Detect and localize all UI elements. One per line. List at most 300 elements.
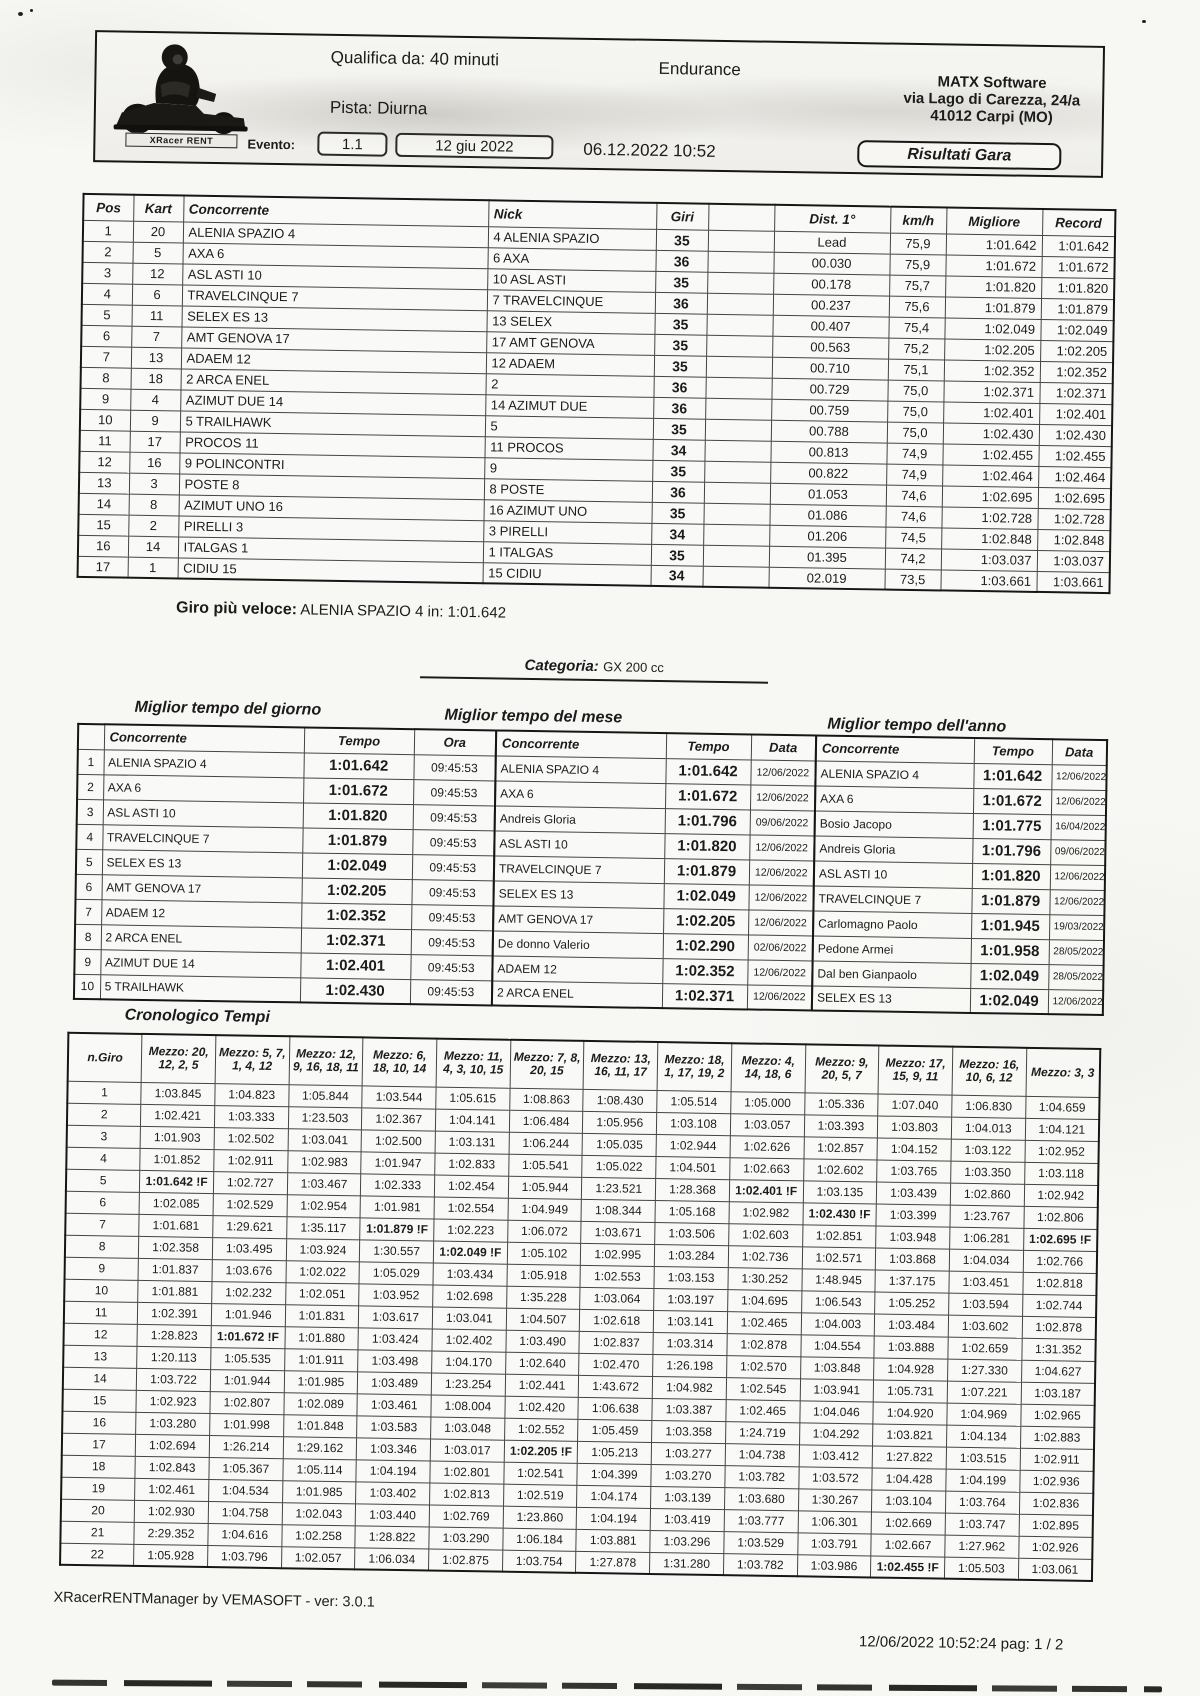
table-cell: 1:20.113 — [137, 1346, 211, 1369]
table-cell: AMT GENOVA 17 — [181, 326, 486, 352]
table-cell: 1:03.419 — [650, 1508, 724, 1531]
table-cell: 17 — [62, 1433, 136, 1456]
table-cell: 1:02.223 — [434, 1219, 508, 1242]
table-cell: 1:03.280 — [136, 1412, 210, 1435]
footer-page-info: 12/06/2022 10:52:24 pag: 1 / 2 — [858, 1633, 1064, 1654]
table-cell: 00.822 — [770, 462, 886, 485]
table-cell: 7 — [81, 346, 131, 368]
table-cell: 35 — [655, 271, 707, 293]
scan-speck — [1142, 20, 1146, 23]
table-cell: 1:05.035 — [582, 1133, 656, 1156]
table-cell: ADAEM 12 — [101, 899, 301, 927]
category-label: Categoria: — [524, 656, 599, 676]
table-cell: 1:35.117 — [286, 1216, 360, 1239]
table-cell: 1:04.034 — [949, 1249, 1023, 1272]
table-cell: POSTE 8 — [179, 473, 484, 499]
table-cell: 1:01.879 !F — [360, 1217, 434, 1240]
table-cell: 1:29.162 — [283, 1436, 357, 1459]
table-cell: ASL ASTI 10 — [182, 263, 487, 289]
table-cell: 20 — [61, 1499, 135, 1522]
table-cell: 11 — [64, 1301, 138, 1324]
table-cell: 1:03.796 — [207, 1545, 281, 1568]
table-cell: AMT GENOVA 17 — [493, 905, 663, 933]
table-cell: 01.086 — [769, 504, 885, 527]
table-cell: 12/06/2022 — [1049, 889, 1104, 915]
table-cell: 1:02.089 — [284, 1392, 358, 1415]
table-cell: 1:02.455 — [942, 443, 1038, 466]
table-cell: 1:02.806 — [1024, 1206, 1098, 1229]
column-header: Tempo — [974, 738, 1052, 764]
table-cell: 1:02.659 — [948, 1337, 1022, 1360]
table-cell: 1:02.818 — [1023, 1272, 1097, 1295]
table-cell: 34 — [652, 439, 704, 461]
table-cell: 1:01.848 — [283, 1414, 357, 1437]
table-cell: 1:02.205 — [944, 338, 1040, 361]
table-cell: 1:02.421 — [141, 1104, 215, 1127]
table-cell: 1:02.352 — [1040, 361, 1113, 383]
event-label: Evento: — [247, 136, 296, 153]
table-cell: 7 TRAVELCINQUE — [487, 289, 655, 313]
table-cell — [708, 230, 774, 252]
table-cell: 3 — [77, 799, 103, 824]
table-cell: 1:03.141 — [653, 1310, 727, 1333]
table-cell: 1:06.543 — [801, 1290, 875, 1313]
table-cell: 4 ALENIA SPAZIO — [488, 226, 656, 250]
table-cell: 1:02.371 — [301, 927, 411, 954]
column-header: n.Giro — [68, 1033, 142, 1082]
table-cell: 1:05.336 — [804, 1092, 878, 1115]
table-cell: 1:04.292 — [799, 1422, 873, 1445]
table-cell: 35 — [653, 418, 705, 440]
table-cell: 74,6 — [886, 485, 942, 507]
table-cell: 09:45:53 — [410, 979, 492, 1005]
table-cell: ASL ASTI 10 — [494, 830, 664, 858]
table-cell: 1:01.642 — [946, 233, 1042, 256]
table-cell: 1:05.022 — [582, 1155, 656, 1178]
table-cell: 1:02.626 — [730, 1135, 804, 1158]
table-cell: 1:04.428 — [872, 1467, 946, 1490]
table-cell: 1:02.843 — [135, 1456, 209, 1479]
table-cell: 15 — [62, 1389, 136, 1412]
table-cell: 1:03.506 — [655, 1222, 729, 1245]
table-cell: 1:03.848 — [800, 1356, 874, 1379]
table-cell: 75,4 — [888, 317, 944, 339]
table-cell: 2:29.352 — [134, 1522, 208, 1545]
table-cell: 1:27.822 — [872, 1445, 946, 1468]
table-cell: 12/06/2022 — [750, 784, 815, 810]
table-cell: 1:02.926 — [1018, 1536, 1092, 1559]
table-cell: 1:03.489 — [358, 1371, 432, 1394]
table-cell: 8 POSTE — [484, 478, 652, 502]
table-cell: ITALGAS 1 — [178, 536, 483, 562]
table-cell: 1:02.352 — [662, 958, 747, 984]
table-cell: ASL ASTI 10 — [814, 860, 972, 887]
table-cell: 1:23.503 — [288, 1106, 362, 1129]
table-cell: 1:03.440 — [356, 1503, 430, 1526]
table-cell: 1:26.214 — [209, 1435, 283, 1458]
table-cell: 75,7 — [889, 275, 945, 297]
table-cell: 1:02.698 — [433, 1285, 507, 1308]
table-cell: 18 — [131, 368, 181, 390]
table-cell: 1:04.758 — [208, 1501, 282, 1524]
table-cell: 1:03.782 — [723, 1553, 797, 1576]
column-header: Mezzo: 11, 4, 3, 10, 15 — [436, 1039, 510, 1088]
table-cell: 1:04.501 — [656, 1156, 730, 1179]
table-cell: 1:02.952 — [1025, 1140, 1099, 1163]
table-cell: 1:37.175 — [875, 1269, 949, 1292]
table-cell: 1:02.603 — [728, 1223, 802, 1246]
table-row — [74, 974, 492, 1006]
table-cell: 1:03.484 — [874, 1313, 948, 1336]
table-cell — [707, 272, 773, 294]
table-cell: 1:06.244 — [509, 1132, 583, 1155]
table-cell: 1:02.694 — [135, 1434, 209, 1457]
table-cell: 7 — [65, 1213, 139, 1236]
table-cell: 1:03.135 — [803, 1180, 877, 1203]
table-cell: 00.407 — [772, 315, 888, 338]
table-cell: 1:03.594 — [949, 1293, 1023, 1316]
table-cell: 1:03.393 — [804, 1114, 878, 1137]
table-cell: 00.788 — [771, 420, 887, 443]
table-cell: 1:03.104 — [872, 1489, 946, 1512]
column-header: Mezzo: 6, 18, 10, 14 — [362, 1037, 436, 1086]
table-cell: 4 — [76, 824, 102, 849]
best-month-table — [491, 729, 817, 1011]
table-cell: 1:02.807 — [210, 1391, 284, 1414]
table-cell: 11 — [132, 305, 182, 327]
table-row — [812, 985, 1103, 1015]
table-cell: 1:05.252 — [875, 1291, 949, 1314]
table-cell: 1:01.881 — [138, 1280, 212, 1303]
best-day-title: Miglior tempo del giorno — [134, 698, 322, 719]
table-cell: 2 ARCA ENEL — [101, 924, 301, 952]
table-cell: 1:30.252 — [728, 1267, 802, 1290]
table-cell: 35 — [652, 460, 704, 482]
table-cell: 1:04.534 — [208, 1479, 282, 1502]
table-cell: 1:05.535 — [211, 1347, 285, 1370]
table-cell: 12/06/2022 — [1051, 764, 1106, 790]
table-cell: 1:02.736 — [728, 1245, 802, 1268]
table-cell: 1:02.930 — [134, 1500, 208, 1523]
table-cell: 1:03.791 — [797, 1532, 871, 1555]
table-cell: 74,9 — [886, 443, 942, 465]
table-cell: 1:02.911 — [214, 1149, 288, 1172]
table-cell: 12/06/2022 — [747, 984, 812, 1010]
table-cell: 1:03.358 — [652, 1420, 726, 1443]
table-cell: 19/03/2022 — [1049, 914, 1104, 940]
table-cell: 1:04.507 — [506, 1308, 580, 1331]
column-header: Migliore — [946, 207, 1042, 235]
table-cell: 1:27.962 — [945, 1535, 1019, 1558]
company-name: MATX Software — [937, 73, 1047, 93]
table-cell: ASL ASTI 10 — [103, 799, 303, 827]
table-cell: 1:01.672 — [665, 783, 750, 809]
event-date-box: 12 giu 2022 — [395, 133, 553, 159]
table-cell: 1:01.642 — [665, 758, 750, 784]
table-cell: 73,5 — [884, 569, 940, 591]
table-cell: 9 — [65, 1257, 139, 1280]
table-cell: 1:03.131 — [435, 1131, 509, 1154]
table-cell: 6 — [81, 325, 131, 347]
table-cell: 1:03.314 — [653, 1332, 727, 1355]
table-cell: 1:02.695 — [1038, 487, 1111, 509]
table-cell: 1:02.695 — [942, 485, 1038, 508]
table-cell: 1:02.983 — [287, 1150, 361, 1173]
table-cell: 1:31.280 — [650, 1552, 724, 1575]
table-cell: 1:03.765 — [877, 1160, 951, 1183]
table-cell: 13 — [79, 472, 129, 494]
logo-caption: XRacer RENT — [125, 133, 237, 149]
table-cell: 1:04.969 — [947, 1403, 1021, 1426]
table-cell: 10 — [64, 1279, 138, 1302]
table-cell: 09/06/2022 — [750, 809, 815, 835]
table-cell: 16 AZIMUT UNO — [484, 499, 652, 523]
table-cell: 14 — [63, 1367, 137, 1390]
best-month-body — [492, 755, 816, 1010]
table-cell: 1:01.879 — [945, 296, 1041, 319]
table-cell: 1:03.037 — [941, 548, 1037, 571]
table-cell: 1:43.672 — [579, 1375, 653, 1398]
table-cell: De donno Valerio — [493, 930, 663, 958]
column-header: Mezzo: 20, 12, 2, 5 — [141, 1034, 215, 1083]
table-cell: 2 — [77, 774, 103, 799]
table-cell: 1:01.642 !F — [140, 1170, 214, 1193]
table-cell: 09:45:53 — [413, 804, 495, 830]
table-cell: 2 ARCA ENEL — [492, 980, 662, 1008]
table-cell: 1:03.434 — [433, 1263, 507, 1286]
table-cell: 1:35.228 — [506, 1286, 580, 1309]
table-cell: 1:04.823 — [215, 1083, 289, 1106]
table-cell: CIDIU 15 — [178, 557, 483, 583]
table-cell: 1:03.722 — [137, 1368, 211, 1391]
table-cell: 09:45:53 — [411, 904, 493, 930]
table-cell — [703, 524, 769, 546]
table-cell: 1:02.430 — [300, 977, 410, 1004]
table-cell: 35 — [651, 544, 703, 566]
table-cell: 75,6 — [889, 296, 945, 318]
column-header: Concorrente — [183, 195, 488, 226]
table-cell: 3 — [82, 262, 132, 284]
table-cell: 1:04.399 — [577, 1463, 651, 1486]
session-type-label: Endurance — [658, 58, 741, 80]
table-cell: 1:02.367 — [362, 1107, 436, 1130]
table-cell: 1:28.368 — [655, 1178, 729, 1201]
table-cell: 1:02.232 — [212, 1281, 286, 1304]
table-cell: 15 CIDIU — [483, 562, 651, 586]
table-cell: 6 — [76, 874, 102, 899]
table-cell: 1:02.942 — [1024, 1184, 1098, 1207]
table-cell: 1:02.454 — [434, 1175, 508, 1198]
table-cell: 1:02.455 — [1038, 445, 1111, 467]
table-cell: ALENIA SPAZIO 4 — [815, 760, 973, 787]
table-cell: 1:28.822 — [355, 1525, 429, 1548]
crono-title: Cronologico Tempi — [124, 1006, 270, 1026]
table-cell: AXA 6 — [183, 242, 488, 268]
table-cell: 10 ASL ASTI — [487, 268, 655, 292]
table-cell: 1:02.837 — [579, 1331, 653, 1354]
table-cell: TRAVELCINQUE 7 — [494, 855, 664, 883]
table-cell — [705, 377, 771, 399]
table-cell: 1:03.986 — [797, 1554, 871, 1577]
table-cell: 20 — [133, 221, 183, 243]
table-cell: 1:02.669 — [871, 1511, 945, 1534]
table-cell: 1:04.199 — [946, 1469, 1020, 1492]
table-cell: 28/05/2022 — [1048, 964, 1103, 990]
table-cell: 1:03.467 — [287, 1172, 361, 1195]
table-cell: 12/06/2022 — [749, 834, 814, 860]
table-cell: 1:05.503 — [944, 1557, 1018, 1580]
table-cell: 11 — [80, 430, 130, 452]
table-cell: 1:03.495 — [212, 1237, 286, 1260]
table-cell: 17 AMT GENOVA — [486, 331, 654, 355]
table-cell: 09:45:53 — [413, 779, 495, 805]
table-cell: 1 — [128, 557, 178, 579]
table-cell: 00.813 — [770, 441, 886, 464]
kart-logo-icon — [107, 38, 255, 158]
table-cell: 1:03.881 — [576, 1529, 650, 1552]
table-cell: 7 — [131, 326, 181, 348]
column-header: Record — [1042, 209, 1115, 236]
table-cell: 5 — [82, 304, 132, 326]
table-cell: 1:03.061 — [1018, 1558, 1092, 1581]
table-cell: 12 — [64, 1323, 138, 1346]
table-cell: 1:08.863 — [509, 1088, 583, 1111]
table-cell: 12/06/2022 — [1051, 789, 1106, 815]
table-cell: 74,9 — [886, 464, 942, 486]
table-cell: 1:03.754 — [502, 1550, 576, 1573]
table-cell: 1:06.281 — [950, 1227, 1024, 1250]
table-cell: Dal ben Gianpaolo — [812, 960, 970, 987]
table-cell: 1:02.860 — [950, 1183, 1024, 1206]
table-cell: 10 — [74, 974, 100, 999]
table-cell: 1:01.642 — [303, 752, 413, 779]
table-cell: 21 — [60, 1521, 134, 1544]
table-cell: 1:05.459 — [578, 1419, 652, 1442]
column-header: Giri — [656, 203, 708, 230]
table-cell: 1:03.777 — [724, 1509, 798, 1532]
table-cell: 8 — [129, 494, 179, 516]
table-cell: 1:03.284 — [654, 1244, 728, 1267]
table-cell: 1:04.013 — [951, 1117, 1025, 1140]
table-cell: 1:03.498 — [358, 1349, 432, 1372]
table-cell: 09:45:53 — [412, 829, 494, 855]
table-cell: 1:06.638 — [578, 1397, 652, 1420]
table-cell: 1:02.570 — [726, 1355, 800, 1378]
table-cell: 1:04.194 — [577, 1507, 651, 1530]
table-cell: 1:03.941 — [800, 1378, 874, 1401]
table-cell: 1:02.954 — [287, 1194, 361, 1217]
table-cell: 1:04.695 — [727, 1289, 801, 1312]
table-cell: 35 — [654, 334, 706, 356]
column-header: Data — [751, 734, 816, 760]
table-cell: 16 — [78, 535, 128, 557]
table-cell: 1:02.391 — [138, 1302, 212, 1325]
table-cell: 9 — [74, 949, 100, 974]
table-cell: 1:01.903 — [140, 1126, 214, 1149]
table-cell: 1:01.879 — [1041, 298, 1114, 320]
table-cell: 1:02.470 — [579, 1353, 653, 1376]
table-cell: 1 — [77, 749, 103, 774]
table-cell: 1:04.046 — [799, 1400, 873, 1423]
table-cell: 1:02.420 — [505, 1396, 579, 1419]
table-cell — [703, 503, 769, 525]
table-cell: 1:04.982 — [652, 1376, 726, 1399]
results-table-body — [78, 220, 1115, 593]
table-cell: 1:03.424 — [358, 1327, 432, 1350]
table-cell: 12/06/2022 — [748, 884, 813, 910]
table-cell: 1:05.541 — [508, 1154, 582, 1177]
table-cell: 1:02.851 — [802, 1224, 876, 1247]
table-cell: AXA 6 — [103, 774, 303, 802]
table-cell: 1:02.049 — [944, 317, 1040, 340]
table-cell: 1:28.823 — [137, 1324, 211, 1347]
table-cell: 1:03.490 — [506, 1330, 580, 1353]
table-cell: 1:02.430 !F — [803, 1202, 877, 1225]
table-cell: 02.019 — [768, 567, 884, 590]
table-cell: 1:04.928 — [874, 1357, 948, 1380]
table-cell: 1:02.695 !F — [1023, 1228, 1097, 1251]
table-cell: 1:03.602 — [948, 1315, 1022, 1338]
table-cell: 1:02.401 — [943, 401, 1039, 424]
company-city: 41012 Carpi (MO) — [930, 107, 1053, 127]
column-header: Mezzo: 17, 15, 9, 11 — [878, 1046, 952, 1095]
table-cell: ALENIA SPAZIO 4 — [495, 755, 665, 783]
column-header: Nick — [488, 200, 656, 229]
table-cell: 1:48.945 — [801, 1268, 875, 1291]
table-cell: 1:02.813 — [430, 1483, 504, 1506]
table-cell: 1:02.618 — [580, 1309, 654, 1332]
table-cell: 1:01.820 — [972, 863, 1050, 889]
table-cell: 1:03.451 — [949, 1271, 1023, 1294]
table-cell: 01.053 — [770, 483, 886, 506]
table-cell: 2 ARCA ENEL — [181, 368, 486, 394]
table-cell: 1:02.205 — [301, 877, 411, 904]
table-cell: 1:01.852 — [140, 1148, 214, 1171]
table-cell: 1:05.918 — [507, 1264, 581, 1287]
table-cell: 1:04.121 — [1025, 1118, 1099, 1141]
table-cell: 1:06.830 — [952, 1095, 1026, 1118]
table-cell: 1:02.371 — [1039, 382, 1112, 404]
column-header: Tempo — [666, 733, 751, 759]
table-cell: 75,0 — [887, 380, 943, 402]
scan-speck — [30, 9, 33, 12]
table-cell: 1:04.174 — [577, 1485, 651, 1508]
table-cell: 1:04.920 — [873, 1401, 947, 1424]
table-cell: 1:01.958 — [971, 938, 1049, 964]
table-cell: 1:01.985 — [282, 1480, 356, 1503]
table-cell: 1:03.108 — [657, 1112, 731, 1135]
table-cell — [706, 314, 772, 336]
table-cell: 1:05.615 — [436, 1087, 510, 1110]
table-cell: 1:01.879 — [664, 858, 749, 884]
table-cell: 1:05.844 — [288, 1084, 362, 1107]
table-cell: 11 PROCOS — [484, 436, 652, 460]
table-cell: 1:03.948 — [876, 1225, 950, 1248]
table-cell: 7 — [75, 899, 101, 924]
table-cell: 8 — [75, 924, 101, 949]
column-header: Dist. 1° — [774, 205, 890, 233]
table-cell: PIRELLI 3 — [178, 515, 483, 541]
table-cell: 1:03.153 — [654, 1266, 728, 1289]
table-cell: 1:05.731 — [873, 1379, 947, 1402]
table-cell: 1:27.330 — [947, 1359, 1021, 1382]
table-cell: 1:23.860 — [503, 1506, 577, 1529]
table-cell: 1:01.681 — [139, 1214, 213, 1237]
report-header — [93, 30, 1105, 178]
table-cell: 1:02.049 — [1040, 319, 1113, 341]
table-cell: 9 — [484, 457, 652, 481]
table-cell: PROCOS 11 — [180, 431, 485, 457]
